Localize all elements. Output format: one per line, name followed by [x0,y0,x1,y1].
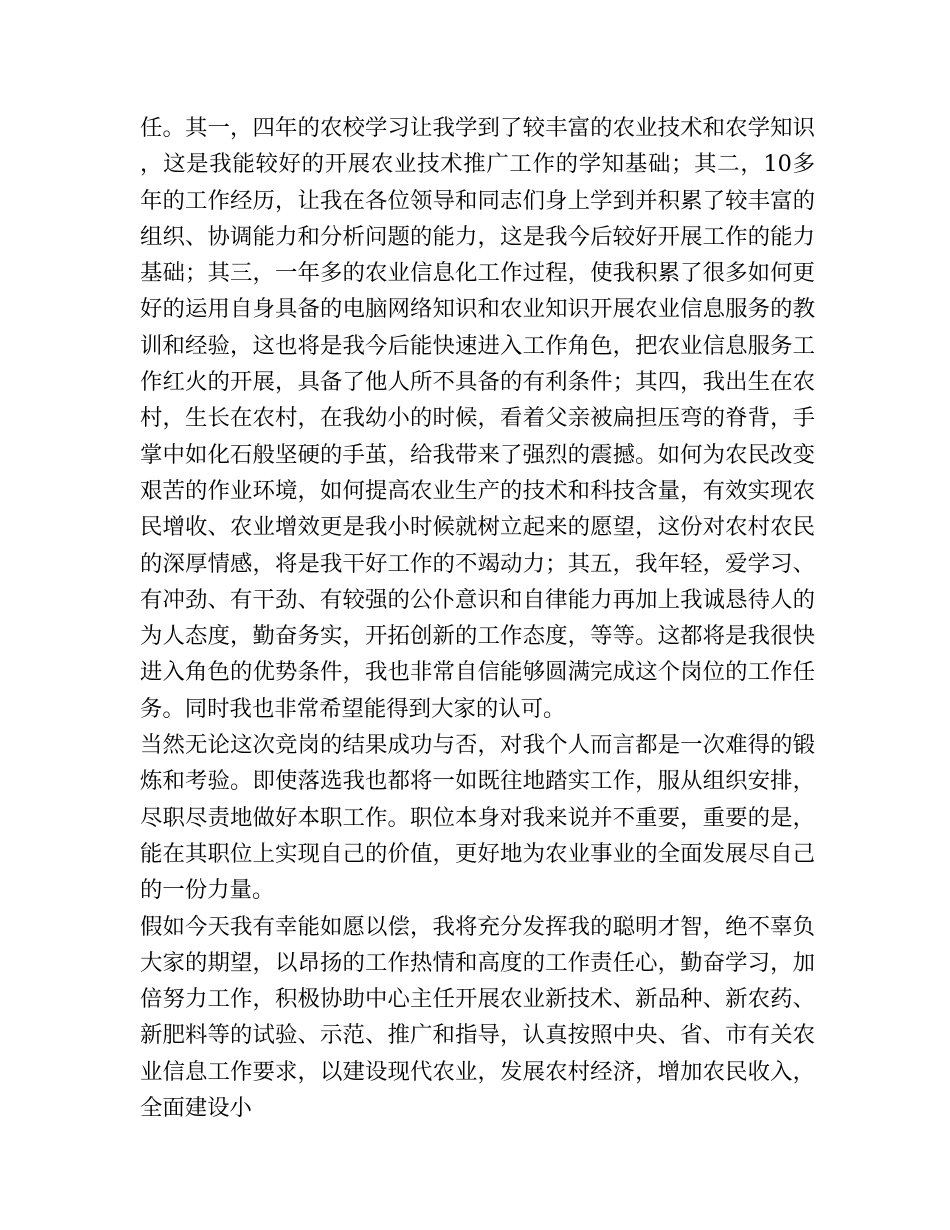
document-body [140,110,815,1126]
paragraph-2: 当然无论这次竞岗的结果成功与否，对我个人而言都是一次难得的锻炼和考验。即使落选我也都将一如既往地踏实工作，服从组织安排，尽职尽责地做好本职工作。职位本身对我来说并不重要，重要的是，能在其职位上实现自己的价值，更好地为农业事业的全面发展尽自己的一份力量。 [140,732,815,904]
paragraph-1: 任。其一，四年的农校学习让我学到了较丰富的农业技术和农学知识，这是我能较好的开展农业技术推广工作的学知基础；其二，10多年的工作经历，让我在各位领导和同志们身上学到并积累了较丰富的组织、协调能力和分析问题的能力，这是我今后较好开展工作的能力基础；其三，一年多的农业信息化工作过程，使我积累了很多如何更好的运用自身具备的电脑网络知识和农业知识开展农业信息服务的教训和经验，这也将是我今后能快速进入工作角色，把农业信息服务工作红火的开展，具备了他人所不具备的有利条件；其四，我出生在农村，生长在农村，在我幼小的时候，看着父亲被扁担压弯的脊背，手掌中如化石般坚硬的手茧，给我带来了强烈的震撼。如何为农民改变艰苦的作业环境，如何提高农业生产的技术和科技含量，有效实现农民增收、农业增效更是我小时候就树立起来的愿望，这份对农村农民的深厚情感，将是我干好工作的不竭动力；其五，我年轻，爱学习、有冲劲、有干劲、有较强的公仆意识和自律能力再加上我诚恳待人的为人态度，勤奋务实，开拓创新的工作态度，等等。这都将是我很快进入角色的优势条件，我也非常自信能够圆满完成这个岗位的工作任务。同时我也非常希望能得到大家的认可。 [140,115,815,722]
paragraph-3: 假如今天我有幸能如愿以偿，我将充分发挥我的聪明才智，绝不辜负大家的期望，以昂扬的工作热情和高度的工作责任心，勤奋学习，加倍努力工作，积极协助中心主任开展农业新技术、新品种、新农药、新肥料等的试验、示范、推广和指导，认真按照中央、省、市有关农业信息工作要求，以建设现代农业，发展农村经济，增加农民收入，全面建设小 [140,913,815,1122]
